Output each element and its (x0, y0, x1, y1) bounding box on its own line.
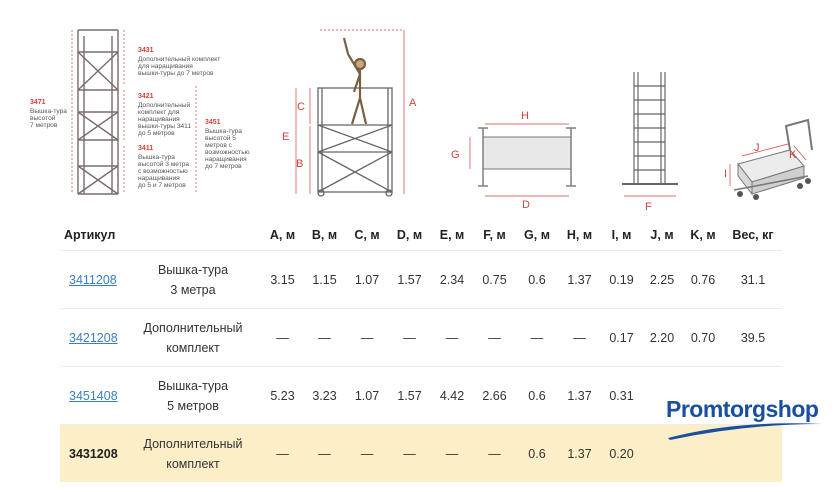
logo-swoosh-icon (666, 418, 826, 440)
svg-text:для наращивания: для наращивания (138, 63, 193, 70)
table-row (60, 251, 782, 309)
value-cell: — (473, 309, 516, 367)
svg-text:3411: 3411 (138, 145, 154, 152)
cart-drawing (734, 120, 812, 200)
header-b: B, м (311, 228, 338, 242)
header-e: E, м (439, 228, 465, 242)
article-link[interactable]: 3411208 (69, 272, 117, 287)
svg-text:3431: 3431 (138, 47, 154, 54)
table-header-row (60, 220, 782, 251)
tower-label-3471 (30, 99, 67, 129)
value-cell: — (431, 309, 473, 367)
svg-text:до 5 и 7 метров: до 5 и 7 метров (138, 182, 186, 189)
article-cell[interactable] (60, 251, 124, 309)
dim-label-f: F (645, 201, 652, 212)
svg-text:Дополнительный: Дополнительный (138, 102, 191, 109)
svg-text:Вышка-тура: Вышка-тура (205, 128, 242, 135)
tower-label-3421 (138, 93, 191, 137)
svg-text:Вышка-тура: Вышка-тура (30, 108, 67, 115)
svg-text:вышки-туры до 7 метров: вышки-туры до 7 метров (138, 70, 214, 77)
header-article: Артикул (64, 228, 116, 242)
dim-label-d: D (522, 199, 530, 211)
tower-label-3431 (138, 47, 220, 77)
value-cell: 1.37 (558, 367, 601, 425)
name-cell (124, 425, 262, 483)
value-cell: 0.6 (516, 367, 558, 425)
scaffold-person-drawing (318, 88, 392, 196)
header-weight: Вес, кг (732, 228, 774, 242)
dim-label-h: H (521, 110, 529, 122)
dim-label-b: B (296, 158, 304, 170)
value-cell: 0.75 (473, 251, 516, 309)
svg-text:высотой: высотой (30, 115, 56, 122)
specs-table (60, 220, 782, 482)
value-cell: 0.19 (601, 251, 642, 309)
header-k: K, м (690, 228, 716, 242)
platform-drawing (478, 128, 576, 186)
value-cell: — (346, 425, 388, 483)
header-g: G, м (524, 228, 550, 242)
svg-text:наращивания: наращивания (138, 116, 180, 123)
value-cell: 31.1 (724, 251, 782, 309)
value-cell: 0.31 (601, 367, 642, 425)
value-cell: — (262, 309, 303, 367)
value-cell: 0.76 (682, 251, 724, 309)
svg-text:высотой 3 метра: высотой 3 метра (138, 161, 190, 168)
name-line: 5 метров (167, 398, 219, 413)
dim-label-i: I (724, 168, 728, 180)
value-cell: 4.42 (431, 367, 473, 425)
value-cell: 1.07 (346, 251, 388, 309)
article-cell[interactable] (60, 367, 124, 425)
dim-label-j: J (754, 142, 760, 154)
dim-label-k: K (789, 149, 797, 161)
header-j: J, м (650, 228, 674, 242)
svg-text:3421: 3421 (138, 93, 154, 100)
value-cell: 3.23 (303, 367, 346, 425)
name-line: Вышка-тура (157, 378, 229, 393)
tower-stack-drawing (78, 30, 118, 194)
dim-label-g: G (451, 149, 460, 161)
value-cell: 0.6 (516, 251, 558, 309)
value-cell: 2.66 (473, 367, 516, 425)
svg-text:метров с: метров с (205, 142, 232, 149)
name-line: Дополнительный (143, 436, 243, 451)
name-line: Дополнительный (143, 320, 243, 335)
value-cell: 5.23 (262, 367, 303, 425)
value-cell: 39.5 (724, 309, 782, 367)
value-cell: — (346, 309, 388, 367)
value-cell: 2.20 (642, 309, 682, 367)
value-cell: 0.17 (601, 309, 642, 367)
header-c: C, м (354, 228, 380, 242)
value-cell: — (303, 309, 346, 367)
value-cell: 1.57 (388, 367, 431, 425)
tower-label-3451 (205, 119, 250, 170)
header-d: D, м (396, 228, 423, 242)
svg-text:7 метров: 7 метров (30, 122, 58, 129)
dim-label-c: C (297, 101, 305, 113)
header-i: I, м (611, 228, 632, 242)
value-cell: — (388, 309, 431, 367)
value-cell: 0.20 (601, 425, 642, 483)
value-cell: 0.70 (682, 309, 724, 367)
logo-text: Promtorgshop (666, 396, 819, 422)
svg-text:до 7 метров: до 7 метров (205, 163, 242, 170)
value-cell: 1.15 (303, 251, 346, 309)
header-a: A, м (269, 228, 296, 242)
header-f: F, м (483, 228, 506, 242)
value-cell: — (303, 425, 346, 483)
svg-text:высотой 5: высотой 5 (205, 135, 236, 142)
technical-drawings (0, 0, 840, 212)
article-link[interactable]: 3421208 (69, 330, 118, 345)
svg-text:комплект для: комплект для (138, 109, 180, 116)
svg-text:3471: 3471 (30, 99, 46, 106)
name-line: Вышка-тура (157, 262, 229, 277)
value-cell: 1.37 (558, 425, 601, 483)
dim-label-e: E (282, 131, 290, 143)
svg-text:с возможностью: с возможностью (138, 168, 188, 175)
promtorgshop-logo (666, 396, 834, 442)
value-cell: — (516, 309, 558, 367)
name-cell (124, 251, 262, 309)
header-h: H, м (566, 228, 593, 242)
article-link[interactable]: 3451408 (69, 388, 118, 403)
dim-label-a: A (409, 97, 417, 109)
article-cell[interactable] (60, 309, 124, 367)
name-cell (124, 309, 262, 367)
value-cell: 1.57 (388, 251, 431, 309)
svg-text:Дополнительный комплект: Дополнительный комплект (138, 56, 221, 63)
ladder-drawing (622, 72, 678, 184)
svg-text:Вышка-тура: Вышка-тура (138, 154, 175, 161)
svg-text:возможностью: возможностью (205, 149, 250, 156)
name-line: 3 метра (170, 282, 216, 297)
name-cell (124, 367, 262, 425)
value-cell: 3.15 (262, 251, 303, 309)
value-cell: 0.6 (516, 425, 558, 483)
table-row (60, 309, 782, 367)
value-cell: — (558, 309, 601, 367)
value-cell: 1.07 (346, 367, 388, 425)
name-line: комплект (166, 456, 220, 471)
value-cell: 2.25 (642, 251, 682, 309)
svg-text:вышки-туры 3411: вышки-туры 3411 (138, 123, 192, 130)
svg-text:3451: 3451 (205, 119, 221, 126)
article-cell: 3431208 (60, 425, 124, 483)
name-line: комплект (166, 340, 220, 355)
value-cell: 1.37 (558, 251, 601, 309)
person-figure (344, 38, 366, 124)
svg-text:наращивания: наращивания (205, 156, 247, 163)
value-cell: — (431, 425, 473, 483)
value-cell: — (262, 425, 303, 483)
value-cell: — (473, 425, 516, 483)
tower-label-3411 (138, 145, 189, 189)
header-name (124, 220, 262, 251)
value-cell: 2.34 (431, 251, 473, 309)
value-cell: — (388, 425, 431, 483)
svg-text:до 5 метров: до 5 метров (138, 130, 175, 137)
svg-text:наращивания: наращивания (138, 175, 180, 182)
